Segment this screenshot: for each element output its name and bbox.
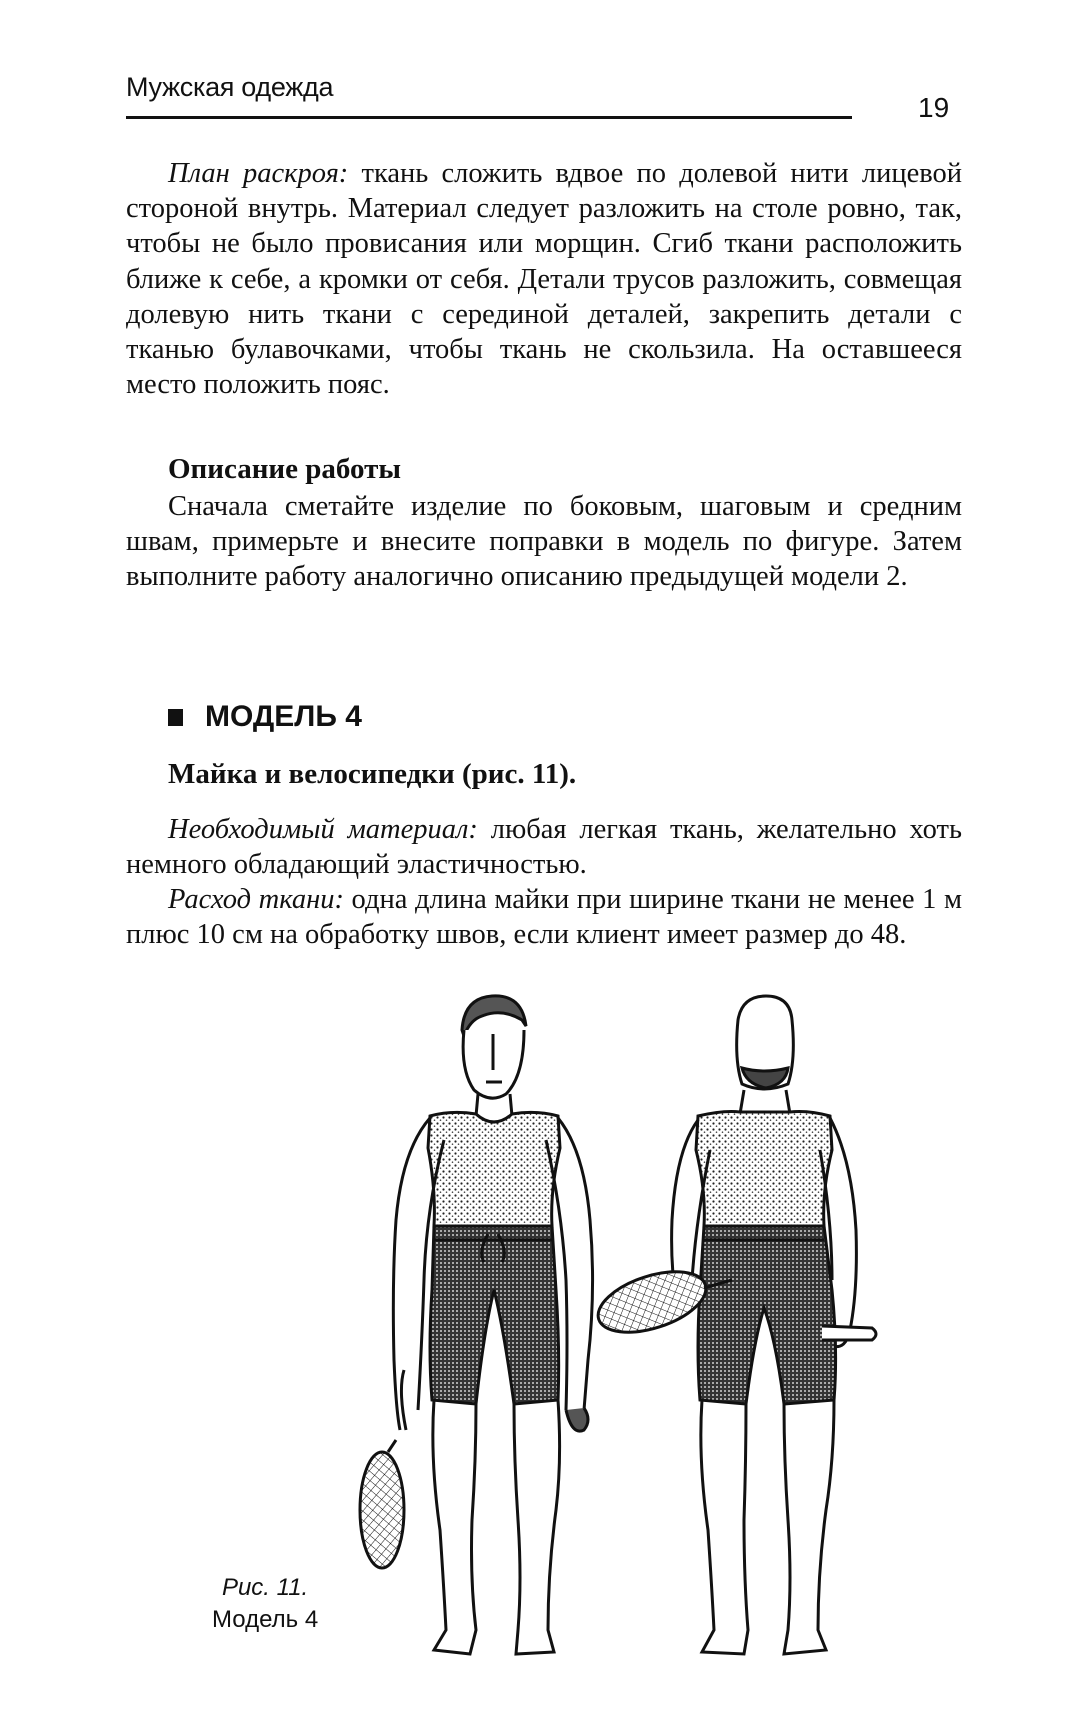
work-description-paragraph: Сначала сметайте изделие по боковым, шаговым и средним швам, примерьте и внесите поправки в модель по фигуре. Затем выполните работу аналогично описанию предыдущей модели 2. (126, 491, 962, 593)
front-shorts (430, 1226, 559, 1404)
cut-plan-paragraph (126, 156, 962, 402)
square-bullet-icon (168, 709, 183, 726)
consumption-text: одна длина майки при ширине ткани не менее 1 м плюс 10 см на обработку швов, если клиент имеет размер до 48. (126, 884, 962, 951)
figure-caption (212, 1572, 318, 1636)
page-header-title: Мужская одежда (126, 72, 334, 102)
figure-caption-number: Рис. 11. (221, 1574, 309, 1601)
front-figure (360, 996, 593, 1654)
page-number: 19 (918, 92, 950, 123)
figure-caption-title: Модель 4 (212, 1606, 319, 1633)
consumption-paragraph (126, 882, 962, 952)
back-figure (591, 996, 876, 1654)
cut-plan-label: План раскроя: (168, 158, 349, 189)
cut-plan-text: ткань сложить вдвое по долевой нити лицевой стороной внутрь. Материал следует разложить на столе ровно, так, чтобы не было провисания или морщин. Сгиб ткани расположить ближе к себе, а кромки от себя. Детали трусов разложить, совмещая долевую нить ткани с серединой деталей, закрепить детали с тканью булавочками, чтобы ткань не скользила. На оставшееся место положить пояс. (126, 158, 962, 401)
work-description-heading: Описание работы (168, 453, 401, 485)
header-rule (126, 116, 852, 119)
front-shirt (428, 1112, 560, 1226)
back-shorts (698, 1226, 836, 1404)
model-subheading: Майка и велосипедки (рис. 11). (168, 758, 577, 790)
consumption-label: Расход ткани: (168, 884, 344, 915)
front-racket (401, 1370, 406, 1430)
model-heading (168, 700, 362, 734)
material-label: Необходимый материал: (168, 814, 478, 845)
back-shirt (696, 1112, 832, 1227)
figure-illustration (352, 990, 952, 1680)
back-racket (591, 1260, 714, 1344)
front-right-arm (558, 1118, 593, 1410)
material-paragraph (126, 812, 962, 882)
material-text: любая легкая ткань, желательно хоть немного обладающий эластичностью. (126, 814, 962, 881)
front-hair (462, 996, 526, 1036)
model-heading-text: МОДЕЛЬ 4 (205, 700, 362, 733)
